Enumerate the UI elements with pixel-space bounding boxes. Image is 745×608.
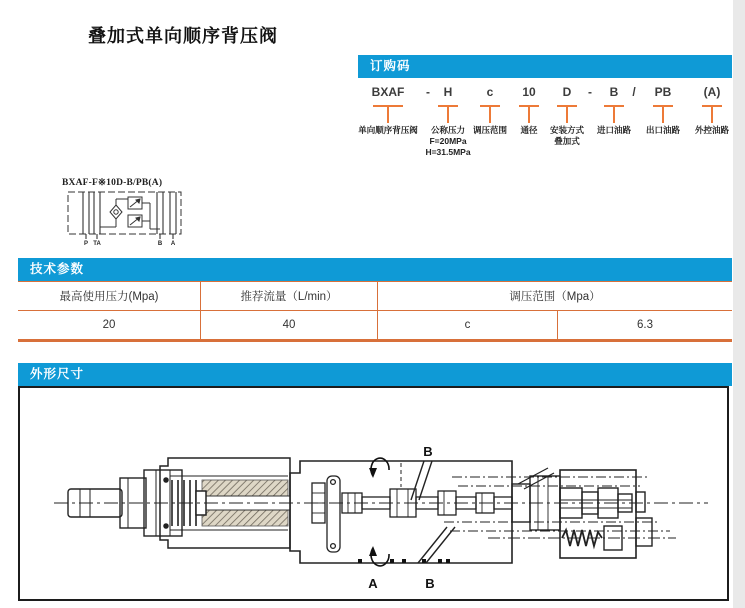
dimensions-header-label: 外形尺寸 [30, 367, 85, 381]
label-port-a: A [368, 576, 378, 591]
header-flow: 推荐流量（L/min） [201, 282, 378, 310]
code-part-external: (A) [703, 85, 721, 99]
hydraulic-symbol-diagram [64, 189, 192, 247]
code-pointer [557, 105, 577, 107]
code-pointer [480, 105, 500, 107]
code-separator: - [426, 85, 430, 99]
port-flow-arrows [369, 458, 389, 566]
code-pointer [604, 105, 624, 107]
check-valve-section [512, 468, 652, 558]
mounting-flange [312, 476, 340, 552]
port-label-b: B [157, 241, 163, 247]
table-header-row [18, 282, 732, 311]
code-pointer [438, 105, 458, 107]
code-pointer [519, 105, 539, 107]
code-label-external: 外控油路 [694, 125, 730, 135]
code-pointer [653, 105, 673, 107]
valve-drawing-frame [18, 386, 729, 601]
code-separator: - [588, 85, 592, 99]
symbol-boundary [68, 192, 181, 234]
value-range: 6.3 [637, 319, 653, 331]
order-code-section-header [358, 55, 732, 78]
code-label-pressure: 公称压力 F=20MPa H=31.5MPa [425, 125, 471, 157]
code-label-mounting: 安装方式 叠加式 [549, 125, 585, 146]
code-part-size: 10 [522, 85, 536, 99]
code-label-model: 单向顺序背压阀 [358, 125, 418, 135]
port-label-p: P [83, 241, 89, 247]
code-label-range: 调压范围 [472, 125, 508, 135]
label-port-b-bottom: B [425, 576, 435, 591]
check-valve-symbol [100, 199, 128, 227]
code-pointer [702, 105, 722, 107]
code-part-range: c [486, 85, 494, 99]
code-label-outlet: 出口油路 [645, 125, 681, 135]
schematic-caption: BXAF-F※10D-B/PB(A) [62, 178, 163, 188]
order-code-header-label: 订购码 [370, 59, 411, 73]
code-part-mounting: D [562, 85, 572, 99]
label-port-b-top: B [423, 444, 433, 459]
tech-parameters-header-label: 技术参数 [30, 262, 85, 276]
code-part-model: BXAF [371, 85, 405, 99]
code-part-inlet: B [609, 85, 619, 99]
port-label-a: A [170, 241, 176, 247]
code-separator: / [632, 85, 636, 99]
main-valve-body [290, 461, 512, 563]
port-label-ta: TA [93, 241, 101, 247]
code-part-pressure: H [443, 85, 453, 99]
table-value-row [18, 311, 732, 342]
symbol-port-labels [84, 241, 176, 247]
page-title: 叠加式单向顺序背压阀 [88, 26, 278, 46]
value-max-pressure: 20 [18, 311, 201, 339]
header-adjust-range: 调压范围（Mpa） [509, 291, 601, 303]
tech-parameters-section-header [18, 258, 732, 281]
header-max-pressure: 最高使用压力(Mpa) [18, 282, 201, 310]
code-part-outlet: PB [654, 85, 672, 99]
value-flow: 40 [201, 311, 378, 339]
value-range-code: c [378, 311, 558, 339]
code-pointer [373, 105, 403, 107]
relief-valve-symbols [128, 197, 160, 229]
valve-cross-section-drawing [20, 388, 727, 599]
tech-parameters-table [18, 281, 732, 342]
code-label-size: 通径 [520, 125, 538, 135]
dimensions-section-header [18, 363, 732, 386]
code-label-inlet: 进口油路 [596, 125, 632, 135]
page-edge [733, 0, 745, 608]
